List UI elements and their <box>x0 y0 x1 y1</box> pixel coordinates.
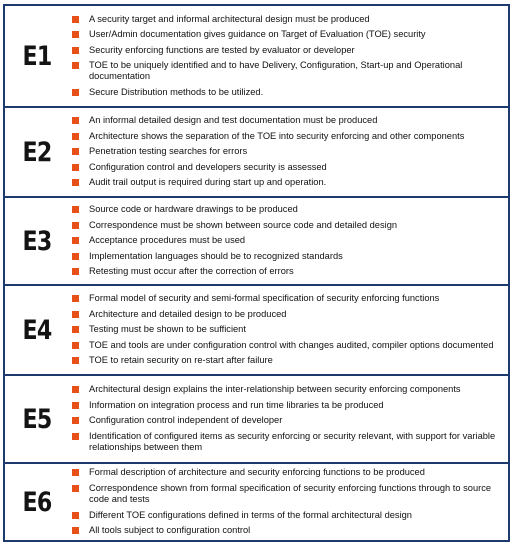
list-item <box>69 45 504 56</box>
item-text: Formal model of security and semi-formal specification of security enforcing functions <box>89 293 440 304</box>
item-text: Correspondence must be shown between source code and detailed design <box>89 219 398 230</box>
level-label: E5 <box>22 403 52 435</box>
square-bullet-icon <box>72 485 79 492</box>
square-bullet-icon <box>72 16 79 23</box>
item-text: Secure Distribution methods to be utilized. <box>89 86 264 97</box>
item-text: Security enforcing functions are tested by evaluator or developer <box>89 44 355 55</box>
square-bullet-icon <box>72 89 79 96</box>
list-item <box>69 266 504 277</box>
item-text: Architectural design explains the inter-relationship between security enforcing components <box>89 384 461 395</box>
item-text: User/Admin documentation gives guidance on Target of Evaluation (TOE) security <box>89 29 426 40</box>
list-item <box>69 293 504 304</box>
square-bullet-icon <box>72 31 79 38</box>
square-bullet-icon <box>72 512 79 519</box>
square-bullet-icon <box>72 62 79 69</box>
item-text: Different TOE configurations defined in terms of the formal architectural design <box>89 509 412 520</box>
item-text: All tools subject to configuration control <box>89 525 251 536</box>
item-text: Acceptance procedures must be used <box>89 235 246 246</box>
list-item <box>69 204 504 215</box>
item-text: Correspondence shown from formal specification of security enforcing functions through to source code and tests <box>89 482 492 505</box>
item-text: Implementation languages should be to recognized standards <box>89 250 343 261</box>
item-text: Architecture and detailed design to be produced <box>89 308 287 319</box>
square-bullet-icon <box>72 357 79 364</box>
square-bullet-icon <box>72 117 79 124</box>
list-item <box>69 177 504 188</box>
list-item <box>69 220 504 231</box>
list-item <box>69 29 504 40</box>
square-bullet-icon <box>72 417 79 424</box>
list-item <box>69 235 504 246</box>
requirement-list <box>69 376 504 462</box>
level-label: E4 <box>22 314 52 346</box>
level-row-e3 <box>5 196 508 284</box>
square-bullet-icon <box>72 433 79 440</box>
list-item <box>69 483 504 506</box>
item-text: Architecture shows the separation of the TOE into security enforcing and other components <box>89 130 465 141</box>
level-row-e1 <box>5 6 508 106</box>
item-text: Testing must be shown to be sufficient <box>89 324 246 335</box>
square-bullet-icon <box>72 237 79 244</box>
item-text: Configuration control independent of developer <box>89 415 283 426</box>
square-bullet-icon <box>72 148 79 155</box>
square-bullet-icon <box>72 222 79 229</box>
square-bullet-icon <box>72 47 79 54</box>
level-row-e5 <box>5 374 508 462</box>
list-item <box>69 467 504 478</box>
item-text: Source code or hardware drawings to be produced <box>89 204 298 215</box>
item-text: Formal description of architecture and security enforcing functions to be produced <box>89 467 425 478</box>
square-bullet-icon <box>72 253 79 260</box>
list-item <box>69 510 504 521</box>
evaluation-levels-table <box>3 4 510 542</box>
item-text: Configuration control and developers security is assessed <box>89 161 327 172</box>
square-bullet-icon <box>72 386 79 393</box>
item-text: Information on integration process and run time libraries ta be produced <box>89 399 384 410</box>
requirement-list <box>69 198 504 284</box>
list-item <box>69 340 504 351</box>
square-bullet-icon <box>72 164 79 171</box>
list-item <box>69 87 504 98</box>
requirement-list <box>69 286 504 374</box>
square-bullet-icon <box>72 527 79 534</box>
square-bullet-icon <box>72 469 79 476</box>
level-row-e6 <box>5 462 508 540</box>
list-item <box>69 431 504 454</box>
level-label: E2 <box>22 136 52 168</box>
item-text: Penetration testing searches for errors <box>89 146 248 157</box>
list-item <box>69 324 504 335</box>
square-bullet-icon <box>72 311 79 318</box>
square-bullet-icon <box>72 133 79 140</box>
item-text: Audit trail output is required during start up and operation. <box>89 177 327 188</box>
list-item <box>69 131 504 142</box>
requirement-list <box>69 6 504 106</box>
list-item <box>69 146 504 157</box>
list-item <box>69 400 504 411</box>
list-item <box>69 309 504 320</box>
level-label: E1 <box>22 40 52 72</box>
list-item <box>69 162 504 173</box>
list-item <box>69 60 504 83</box>
item-text: Identification of configured items as security enforcing or security relevant, with support for variable relationships between them <box>89 430 496 453</box>
square-bullet-icon <box>72 326 79 333</box>
item-text: Retesting must occur after the correction of errors <box>89 266 294 277</box>
item-text: A security target and informal architectural design must be produced <box>89 13 370 24</box>
list-item <box>69 14 504 25</box>
item-text: An informal detailed design and test documentation must be produced <box>89 115 378 126</box>
list-item <box>69 355 504 366</box>
list-item <box>69 115 504 126</box>
list-item <box>69 415 504 426</box>
requirement-list <box>69 108 504 196</box>
item-text: TOE to retain security on re-start after failure <box>89 355 273 366</box>
requirement-list <box>69 464 504 540</box>
square-bullet-icon <box>72 342 79 349</box>
square-bullet-icon <box>72 402 79 409</box>
list-item <box>69 251 504 262</box>
level-row-e2 <box>5 106 508 196</box>
level-label: E6 <box>22 486 52 518</box>
item-text: TOE and tools are under configuration control with changes audited, compiler options documented <box>89 339 494 350</box>
list-item <box>69 384 504 395</box>
level-label: E3 <box>22 225 52 257</box>
square-bullet-icon <box>72 206 79 213</box>
square-bullet-icon <box>72 179 79 186</box>
level-row-e4 <box>5 284 508 374</box>
square-bullet-icon <box>72 268 79 275</box>
square-bullet-icon <box>72 295 79 302</box>
item-text: TOE to be uniquely identified and to have Delivery, Configuration, Start-up and Operational documentation <box>89 60 463 82</box>
list-item <box>69 525 504 536</box>
